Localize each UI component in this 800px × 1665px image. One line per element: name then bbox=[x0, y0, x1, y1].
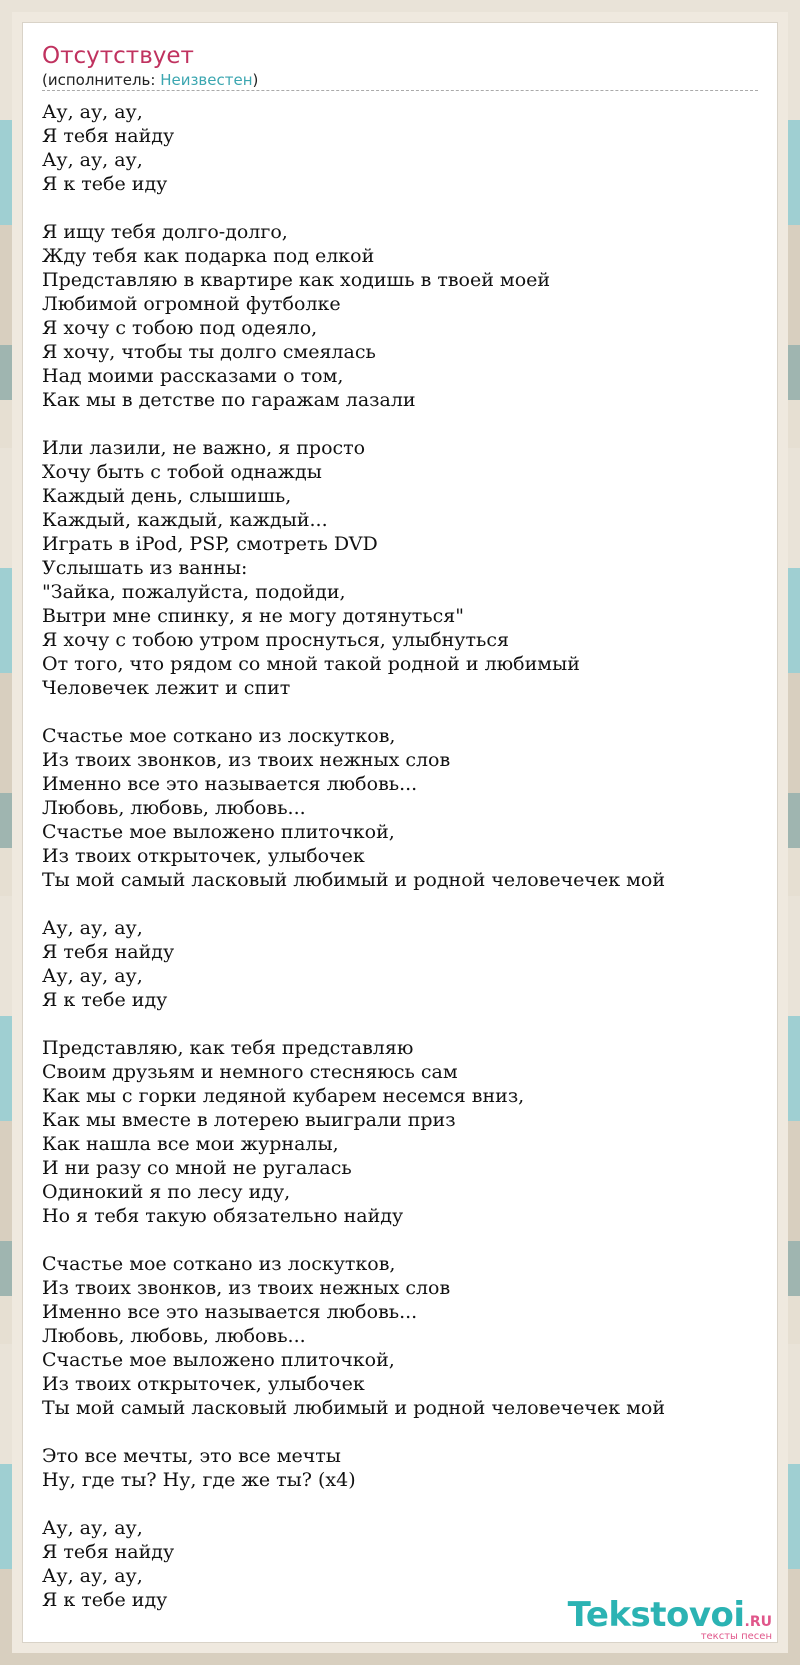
artist-link[interactable]: Неизвестен bbox=[160, 71, 253, 89]
artist-suffix: ) bbox=[252, 71, 259, 89]
logo-wordmark: Tekstovoi bbox=[567, 1595, 745, 1635]
site-logo[interactable] bbox=[568, 1596, 772, 1634]
artist-line bbox=[42, 70, 258, 90]
song-title: Отсутствует bbox=[42, 43, 194, 69]
logo-tagline: тексты песен bbox=[700, 1631, 772, 1642]
artist-prefix: (исполнитель: bbox=[42, 71, 161, 89]
title-divider bbox=[42, 90, 758, 91]
logo-tld: .RU bbox=[744, 1614, 772, 1630]
lyrics-text: Ау, ау, ау, Я тебя найду Ау, ау, ау, Я к тебе иду Я ищу тебя долго-долго, Жду тебя как подарка под елкой Представляю в квартире как ходишь в твоей моей Любимой огромной футболке Я хочу с тобою под одеяло, Я хочу, чтобы ты долго смеялась Над моими рассказами о том, Как мы в детстве по гаражам лазали Или лазили, не важно, я просто Хочу быть с тобой однажды Каждый день, слышишь, Каждый, каждый, каждый... Играть в iPod, PSP, смотреть DVD Услышать из ванны: "Зайка, пожалуйста, подойди, Вытри мне спинку, я не могу дотянуться" Я хочу с тобою утром проснуться, улыбнуться От того, что рядом со мной такой родной и любимый Человечек лежит и спит Счастье мое соткано из лоскутков, Из твоих звонков, из твоих нежных слов Именно все это называется любовь... Любовь, любовь, любовь... Счастье мое выложено плиточкой, Из твоих открыточек, улыбочек Ты мой самый ласковый любимый и родной человечечек мой Ау, ау, ау, Я тебя найду Ау, ау, ау, Я к тебе иду Представляю, как тебя представляю Своим друзьям и немного стесняюсь сам Как мы с горки ледяной кубарем несемся вниз, Как мы вместе в лотерею выиграли приз Как нашла все мои журналы, И ни разу со мной не ругалась Одинокий я по лесу иду, Но я тебя такую обязательно найду Счастье мое соткано из лоскутков, Из твоих звонков, из твоих нежных слов Именно все это называется любовь... Любовь, любовь, любовь... Счастье мое выложено плиточкой, Из твоих открыточек, улыбочек Ты мой самый ласковый любимый и родной человечечек мой Это все мечты, это все мечты Ну, где ты? Ну, где же ты? (x4) Ау, ау, ау, Я тебя найду Ау, ау, ау, Я к тебе иду bbox=[42, 101, 665, 1611]
